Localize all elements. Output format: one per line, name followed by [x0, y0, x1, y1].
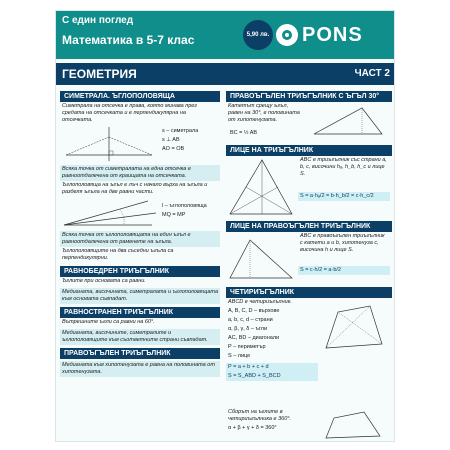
figure-area [60, 197, 220, 229]
section-body [226, 298, 392, 408]
brand-name: PONS [302, 23, 363, 46]
formula-group [160, 202, 209, 220]
text-block: Ъглополовяща на ъгъл е лъч с начало върха на ъгъла и разделя ъгъла на две равни части. [62, 182, 208, 195]
formula: s ⊥ AB [162, 137, 180, 143]
text-line: A, B, C, D – върхове [228, 308, 280, 314]
section-body [226, 408, 392, 442]
section-body [226, 232, 392, 284]
highlight-box: Всяка точка от симетралата на една отсечка е равноотдалечена от краищата на отсечката. [60, 165, 220, 181]
header-line1: С един поглед [62, 15, 134, 26]
formula-box: S = c·h/2 = a·b/2 [298, 266, 390, 275]
text-block: Ъглополовящите на два съседни ъгъла са перпендикулярни. [62, 248, 174, 261]
right-triangle-area-figure [226, 232, 296, 284]
section-title: ЛИЦЕ НА ТРИЪГЪЛНИК [226, 145, 392, 156]
quadrilateral-figure [320, 298, 390, 358]
formula-group [160, 127, 200, 154]
right-triangle-30-figure [310, 102, 390, 142]
header-line2: Математика в 5-7 клас [62, 33, 195, 47]
text-line: a, b, c, d – страни [228, 317, 273, 323]
text-block: ABC е правоъгълен триъгълник с катети a и b, хипотенуза c, височина h и лице S. [300, 233, 385, 253]
left-column [60, 91, 220, 377]
angle-sum-figure [320, 408, 390, 442]
price-badge: 5,90 лв. [243, 20, 273, 50]
formula-box: S = a·hₐ/2 = b·h_b/2 = c·h_c/2 [298, 192, 390, 201]
section-title: ПРАВОЪГЪЛЕН ТРИЪГЪЛНИК С ЪГЪЛ 30° [226, 91, 392, 102]
text-block: Сборът на ъглите в четириъгълника е 360°. [228, 409, 292, 422]
logo-circle-icon [276, 24, 298, 46]
header-band [56, 11, 395, 59]
quadrilateral-definitions [226, 298, 318, 381]
text-line: P – периметър [228, 344, 266, 350]
pons-logo [276, 15, 372, 55]
formula: AO = OB [162, 146, 185, 152]
text-line: α, β, γ, δ – ъгли [228, 326, 268, 332]
text-block: Вътрешните ъгли са равни на 60°. [62, 319, 155, 325]
highlight-box: Медианата към хипотенузата е равна на половината от хипотенузата. [60, 361, 220, 377]
section-title: ПРАВОЪГЪЛЕН ТРИЪГЪЛНИК [60, 348, 220, 359]
formula-box: S = S_ABD + S_BCD [226, 372, 318, 381]
part-label: ЧАСТ 2 [354, 68, 390, 79]
formula: s – симетрала [162, 128, 199, 134]
text-block: Ъглите при основата са равни. [62, 278, 146, 284]
triangle-heights-figure [226, 156, 296, 218]
text-line: S – лице [228, 353, 251, 359]
right-column [226, 91, 392, 442]
section-title: РАВНОСТРАНЕН ТРИЪГЪЛНИК [60, 307, 220, 318]
highlight-box: Всяка точка от ъглополовящата на един ъгъл е равноотдалечена от раменете на ъгъла. [60, 231, 220, 247]
poster [55, 10, 395, 442]
formula: l – ъглополовяща [162, 203, 207, 209]
angle-sum-block [226, 408, 318, 433]
formula: MQ = MP [162, 212, 186, 218]
formula: α + β + γ + δ = 360° [228, 425, 277, 431]
text-line: AC, BD – диагонали [228, 335, 280, 341]
section-title: ЧЕТИРИЪГЪЛНИК [226, 287, 392, 298]
formula: BC = ½ AB [230, 130, 258, 136]
highlight-box: Медианата, височините, симетралите и ъглополовящите към съответните страни съвпадат. [60, 329, 220, 345]
section-body [226, 102, 392, 142]
text-line: ABCD е четириъгълник. [228, 299, 292, 305]
highlight-box: Медианата, височината, симетралата и ъглополовящата към основата съвпадат. [62, 289, 219, 302]
text-block: ABC е триъгълник със страни a, b, c, височини hₐ, h_b, h_c и лице S. [300, 157, 387, 177]
section-title: СИМЕТРАЛА. ЪГЛОПОЛОВЯЩА [60, 91, 220, 102]
section-body [226, 156, 392, 218]
subject-title: ГЕОМЕТРИЯ [62, 67, 137, 81]
figure-area [60, 125, 220, 163]
formula-box: P = a + b + c + d [226, 363, 318, 372]
subheader-band [56, 63, 395, 85]
section-title: ЛИЦЕ НА ПРАВОЪГЪЛЕН ТРИЪГЪЛНИК [226, 221, 392, 232]
text-block: Катетът срещу ъгъл, равен на 30°, е половината от хипотенузата. [228, 103, 300, 123]
text-block: Симетрала на отсечка е права, която минава през средата на отсечката и е перпендикулярна на отсечката. [62, 103, 197, 123]
section-title: РАВНОБЕДРЕН ТРИЪГЪЛНИК [60, 266, 220, 277]
